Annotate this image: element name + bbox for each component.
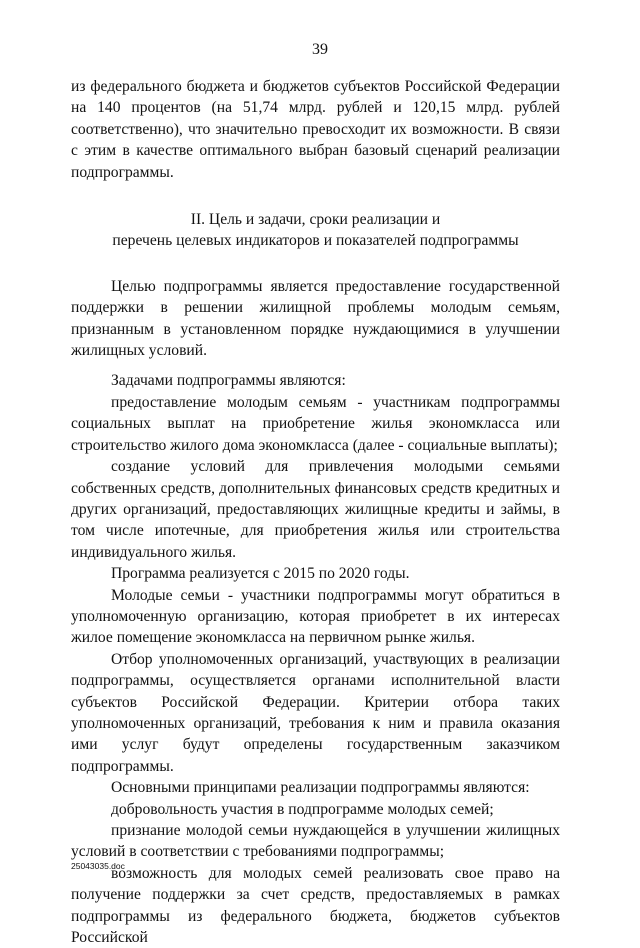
paragraph-continuation: из федерального бюджета и бюджетов субъектов Российской Федерации на 140 процентов (на 51,74 млрд. рублей и 120,15 млрд. рублей соответственно), что значительно превосходит их возможности. В связи с этим в качестве оптимального выбран базовый сценарий реализации подпрограммы. <box>71 78 560 181</box>
section-heading <box>71 209 560 252</box>
paragraph-goal: Целью подпрограммы является предоставление государственной поддержки в решении жилищной проблемы молодым семьям, признанным в установленном порядке нуждающимися в улучшении жилищных условий. <box>71 277 560 360</box>
document-body <box>71 76 560 948</box>
section-heading-line-1: II. Цель и задачи, сроки реализации и <box>190 211 441 229</box>
paragraph-task-2: создание условий для привлечения молодыми семьями собственных средств, дополнительных финансовых средств кредитных и других организаций, предоставляющих жилищные кредиты и займы, в том числе ипотечные, для приобретения жилья или строительства индивидуального жилья. <box>71 458 560 561</box>
paragraph-selection: Отбор уполномоченных организаций, участвующих в реализации подпрограммы, осуществляется органами исполнительной власти субъектов Российской Федерации. Критерии отбора таких уполномоченных организаций, требования к ним и правила оказания ими услуг будут определены государственным заказчиком подпрограммы. <box>71 650 560 775</box>
paragraph-tasks-intro: Задачами подпрограммы являются: <box>111 372 346 390</box>
page-number: 39 <box>312 41 328 58</box>
paragraph-principle-2: признание молодой семьи нуждающейся в улучшении жилищных условий в соответствии с требованиями подпрограммы; <box>71 822 560 861</box>
paragraph-task-1: предоставление молодым семьям - участникам подпрограммы социальных выплат на приобретение жилья экономкласса или строительство жилого дома экономкласса (далее - социальные выплаты); <box>71 393 560 454</box>
paragraph-young-families: Молодые семьи - участники подпрограммы могут обратиться в уполномоченную организацию, которая приобретет в их интересах жилое помещение экономкласса на первичном рынке жилья. <box>71 586 560 647</box>
paragraph-principle-3: возможность для молодых семей реализовать свое право на получение поддержки за счет средств, предоставляемых в рамках подпрограммы из федерального бюджета, бюджетов субъектов Российской <box>71 864 560 947</box>
paragraph-principle-1: добровольность участия в подпрограмме молодых семей; <box>111 800 494 818</box>
paragraph-principles-intro: Основными принципами реализации подпрограммы являются: <box>111 779 530 797</box>
section-heading-line-2: перечень целевых индикаторов и показателей подпрограммы <box>112 232 519 250</box>
paragraph-period: Программа реализуется с 2015 по 2020 годы. <box>111 565 410 583</box>
footer-filename: 25043035.doc <box>71 861 125 871</box>
